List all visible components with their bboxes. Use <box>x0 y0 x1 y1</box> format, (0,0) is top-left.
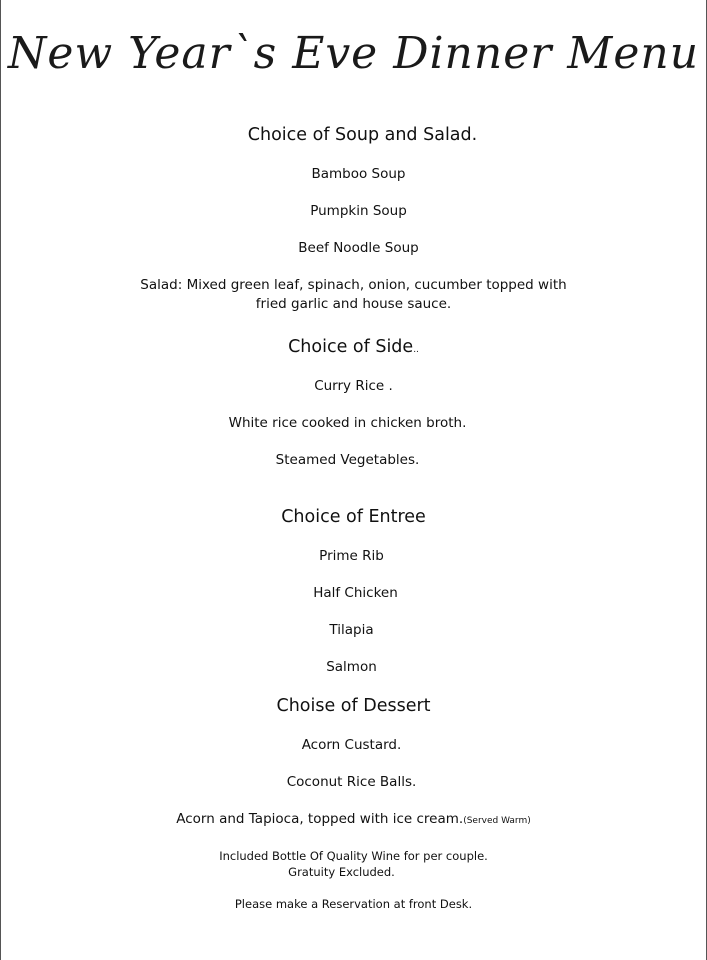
side-item: Steamed Vegetables. <box>275 452 420 468</box>
salad-line: fried garlic and house sauce. <box>255 296 452 312</box>
entree-heading: Choice of Entree <box>281 507 426 527</box>
reservation-note: Please make a Reservation at front Desk. <box>234 897 473 911</box>
entree-item: Prime Rib <box>319 548 384 564</box>
dessert-heading: Choise of Dessert <box>276 696 431 716</box>
side-item: Curry Rice . <box>314 378 393 394</box>
dessert-item-text: Acorn and Tapioca, topped with ice cream. <box>176 811 464 827</box>
salad-line: Salad: Mixed green leaf, spinach, onion, cucumber topped with <box>140 277 567 293</box>
dessert-item <box>0 811 707 827</box>
dessert-item: Coconut Rice Balls. <box>286 774 417 790</box>
soup-item: Beef Noodle Soup <box>298 240 419 256</box>
entree-item: Tilapia <box>329 622 374 638</box>
soup-item: Bamboo Soup <box>311 166 406 182</box>
side-heading <box>0 337 707 357</box>
side-heading-suffix: .. <box>413 345 419 355</box>
menu-title: New Year`s Eve Dinner Menu <box>7 28 700 79</box>
dessert-item: Acorn Custard. <box>301 737 402 753</box>
soup-item: Pumpkin Soup <box>310 203 407 219</box>
soup-salad-heading: Choice of Soup and Salad. <box>247 125 478 145</box>
entree-item: Salmon <box>326 659 377 675</box>
salad-description <box>0 276 707 314</box>
side-heading-text: Choice of Side <box>288 337 414 357</box>
wine-note: Included Bottle Of Quality Wine for per couple. <box>219 849 488 863</box>
gratuity-note: Gratuity Excluded. <box>288 865 395 879</box>
side-item: White rice cooked in chicken broth. <box>228 415 467 431</box>
served-warm-note: (Served Warm) <box>463 816 531 826</box>
entree-item: Half Chicken <box>313 585 398 601</box>
